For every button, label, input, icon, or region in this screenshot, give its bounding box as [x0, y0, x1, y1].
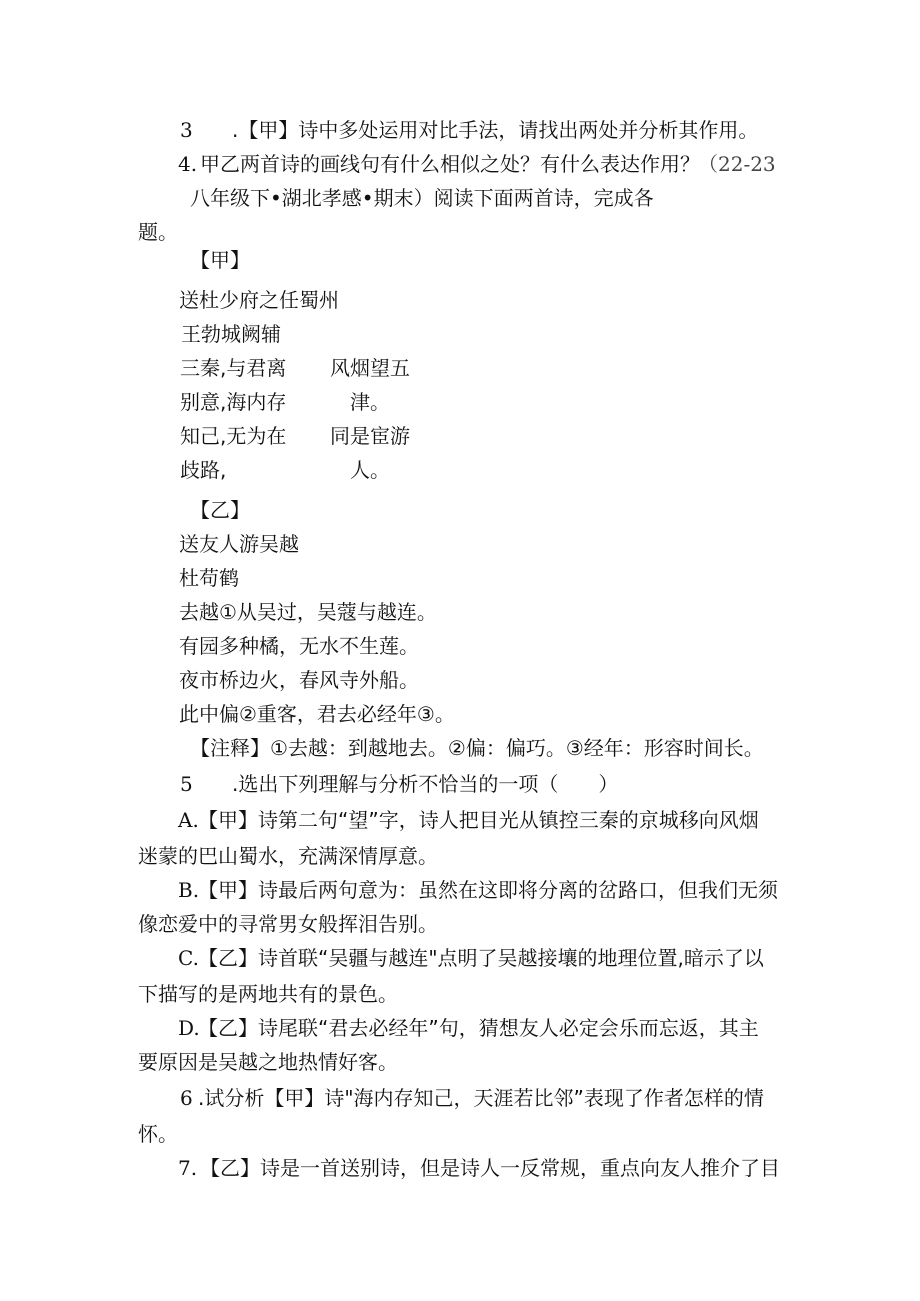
q5-option-d-letter: D. — [178, 1016, 200, 1040]
poem-jia-left-line-4: 歧路, — [180, 458, 227, 482]
q4-number: 4. — [178, 152, 198, 176]
q5-option-c-line-1: 【乙】诗首联“吴疆与越连"点明了吴越接壤的地理位置,暗示了以 — [198, 946, 764, 970]
q5-option-a-line-1: 【甲】诗第二句“望”字，诗人把目光从镇控三秦的京城移向风烟 — [198, 808, 759, 832]
poem-yi-line-1: 去越①从吴过，吴蔻与越连。 — [179, 600, 437, 624]
q5-option-b-letter: B. — [178, 878, 200, 902]
q7-number: 7. — [178, 1156, 198, 1180]
q5-option-b-line-1: 【甲】诗最后两句意为：虽然在这即将分离的岔路口，但我们无须 — [198, 878, 778, 902]
q5-text: .选出下列理解与分析不恰当的一项（ ） — [232, 772, 619, 796]
q7-line-1: 【乙】诗是一首送别诗，但是诗人一反常规，重点向友人推介了目 — [200, 1156, 780, 1180]
poem-jia-right-line-2: 津。 — [350, 390, 390, 414]
q3-number: 3 — [180, 118, 193, 142]
q6-line-2: 怀。 — [138, 1122, 178, 1146]
q6-number: 6 — [180, 1086, 193, 1110]
poem-jia-label: 【甲】 — [190, 248, 250, 272]
q4-tail: 题。 — [138, 220, 178, 244]
poem-yi-author: 杜苟鹤 — [179, 566, 239, 590]
poem-jia-left-line-1: 三秦,与君离 — [180, 356, 287, 380]
poem-jia-left-line-3: 知己,无为在 — [180, 424, 287, 448]
poem-jia-left-line-2: 别意,海内存 — [180, 390, 287, 414]
q5-option-d-line-2: 要原因是吴越之地热情好客。 — [138, 1050, 398, 1074]
poem-yi-line-2: 有园多种橘，无水不生莲。 — [179, 634, 419, 658]
poem-yi-line-3: 夜市桥边火，春风寺外船。 — [179, 668, 419, 692]
poem-jia-right-line-1: 风烟望五 — [330, 356, 410, 380]
poem-jia-right-line-3: 同是宦游 — [330, 424, 410, 448]
poem-yi-line-4: 此中偏②重客，君去必经年③。 — [179, 702, 455, 726]
poem-jia-title: 送杜少府之任蜀州 — [179, 288, 339, 312]
q5-option-a-letter: A. — [178, 808, 199, 832]
poem-jia-author: 王勃城阙辅 — [181, 322, 281, 346]
q4-text: 甲乙两首诗的画线句有什么相似之处？有什么表达作用？ — [200, 152, 700, 176]
q5-option-c-letter: C. — [178, 946, 199, 970]
poem-yi-label: 【乙】 — [190, 498, 250, 522]
poem-yi-note: 【注释】①去越：到越地去。②偏：偏巧。③经年：形容时间长。 — [190, 736, 764, 760]
q4-source-line: 八年级下•湖北孝感•期末）阅读下面两首诗，完成各 — [190, 186, 654, 210]
q5-option-b-line-2: 像恋爱中的寻常男女般挥泪告别。 — [138, 912, 438, 936]
q5-number: 5 — [180, 772, 193, 796]
q6-line-1: .试分析【甲】诗"海内存知己，天涯若比邻”表现了作者怎样的情 — [198, 1086, 764, 1110]
q4-source-year: （22-23 — [698, 152, 776, 176]
poem-jia-right-line-4: 人。 — [350, 458, 390, 482]
q3-text: .【甲】诗中多处运用对比手法，请找出两处并分析其作用。 — [232, 118, 759, 142]
q5-option-d-line-1: 【乙】诗尾联“君去必经年”句，猜想友人必定会乐而忘返，其主 — [198, 1016, 759, 1040]
q5-option-a-line-2: 迷蒙的巴山蜀水，充满深情厚意。 — [138, 844, 438, 868]
poem-yi-title: 送友人游吴越 — [179, 532, 299, 556]
q5-option-c-line-2: 下描写的是两地共有的景色。 — [138, 982, 398, 1006]
